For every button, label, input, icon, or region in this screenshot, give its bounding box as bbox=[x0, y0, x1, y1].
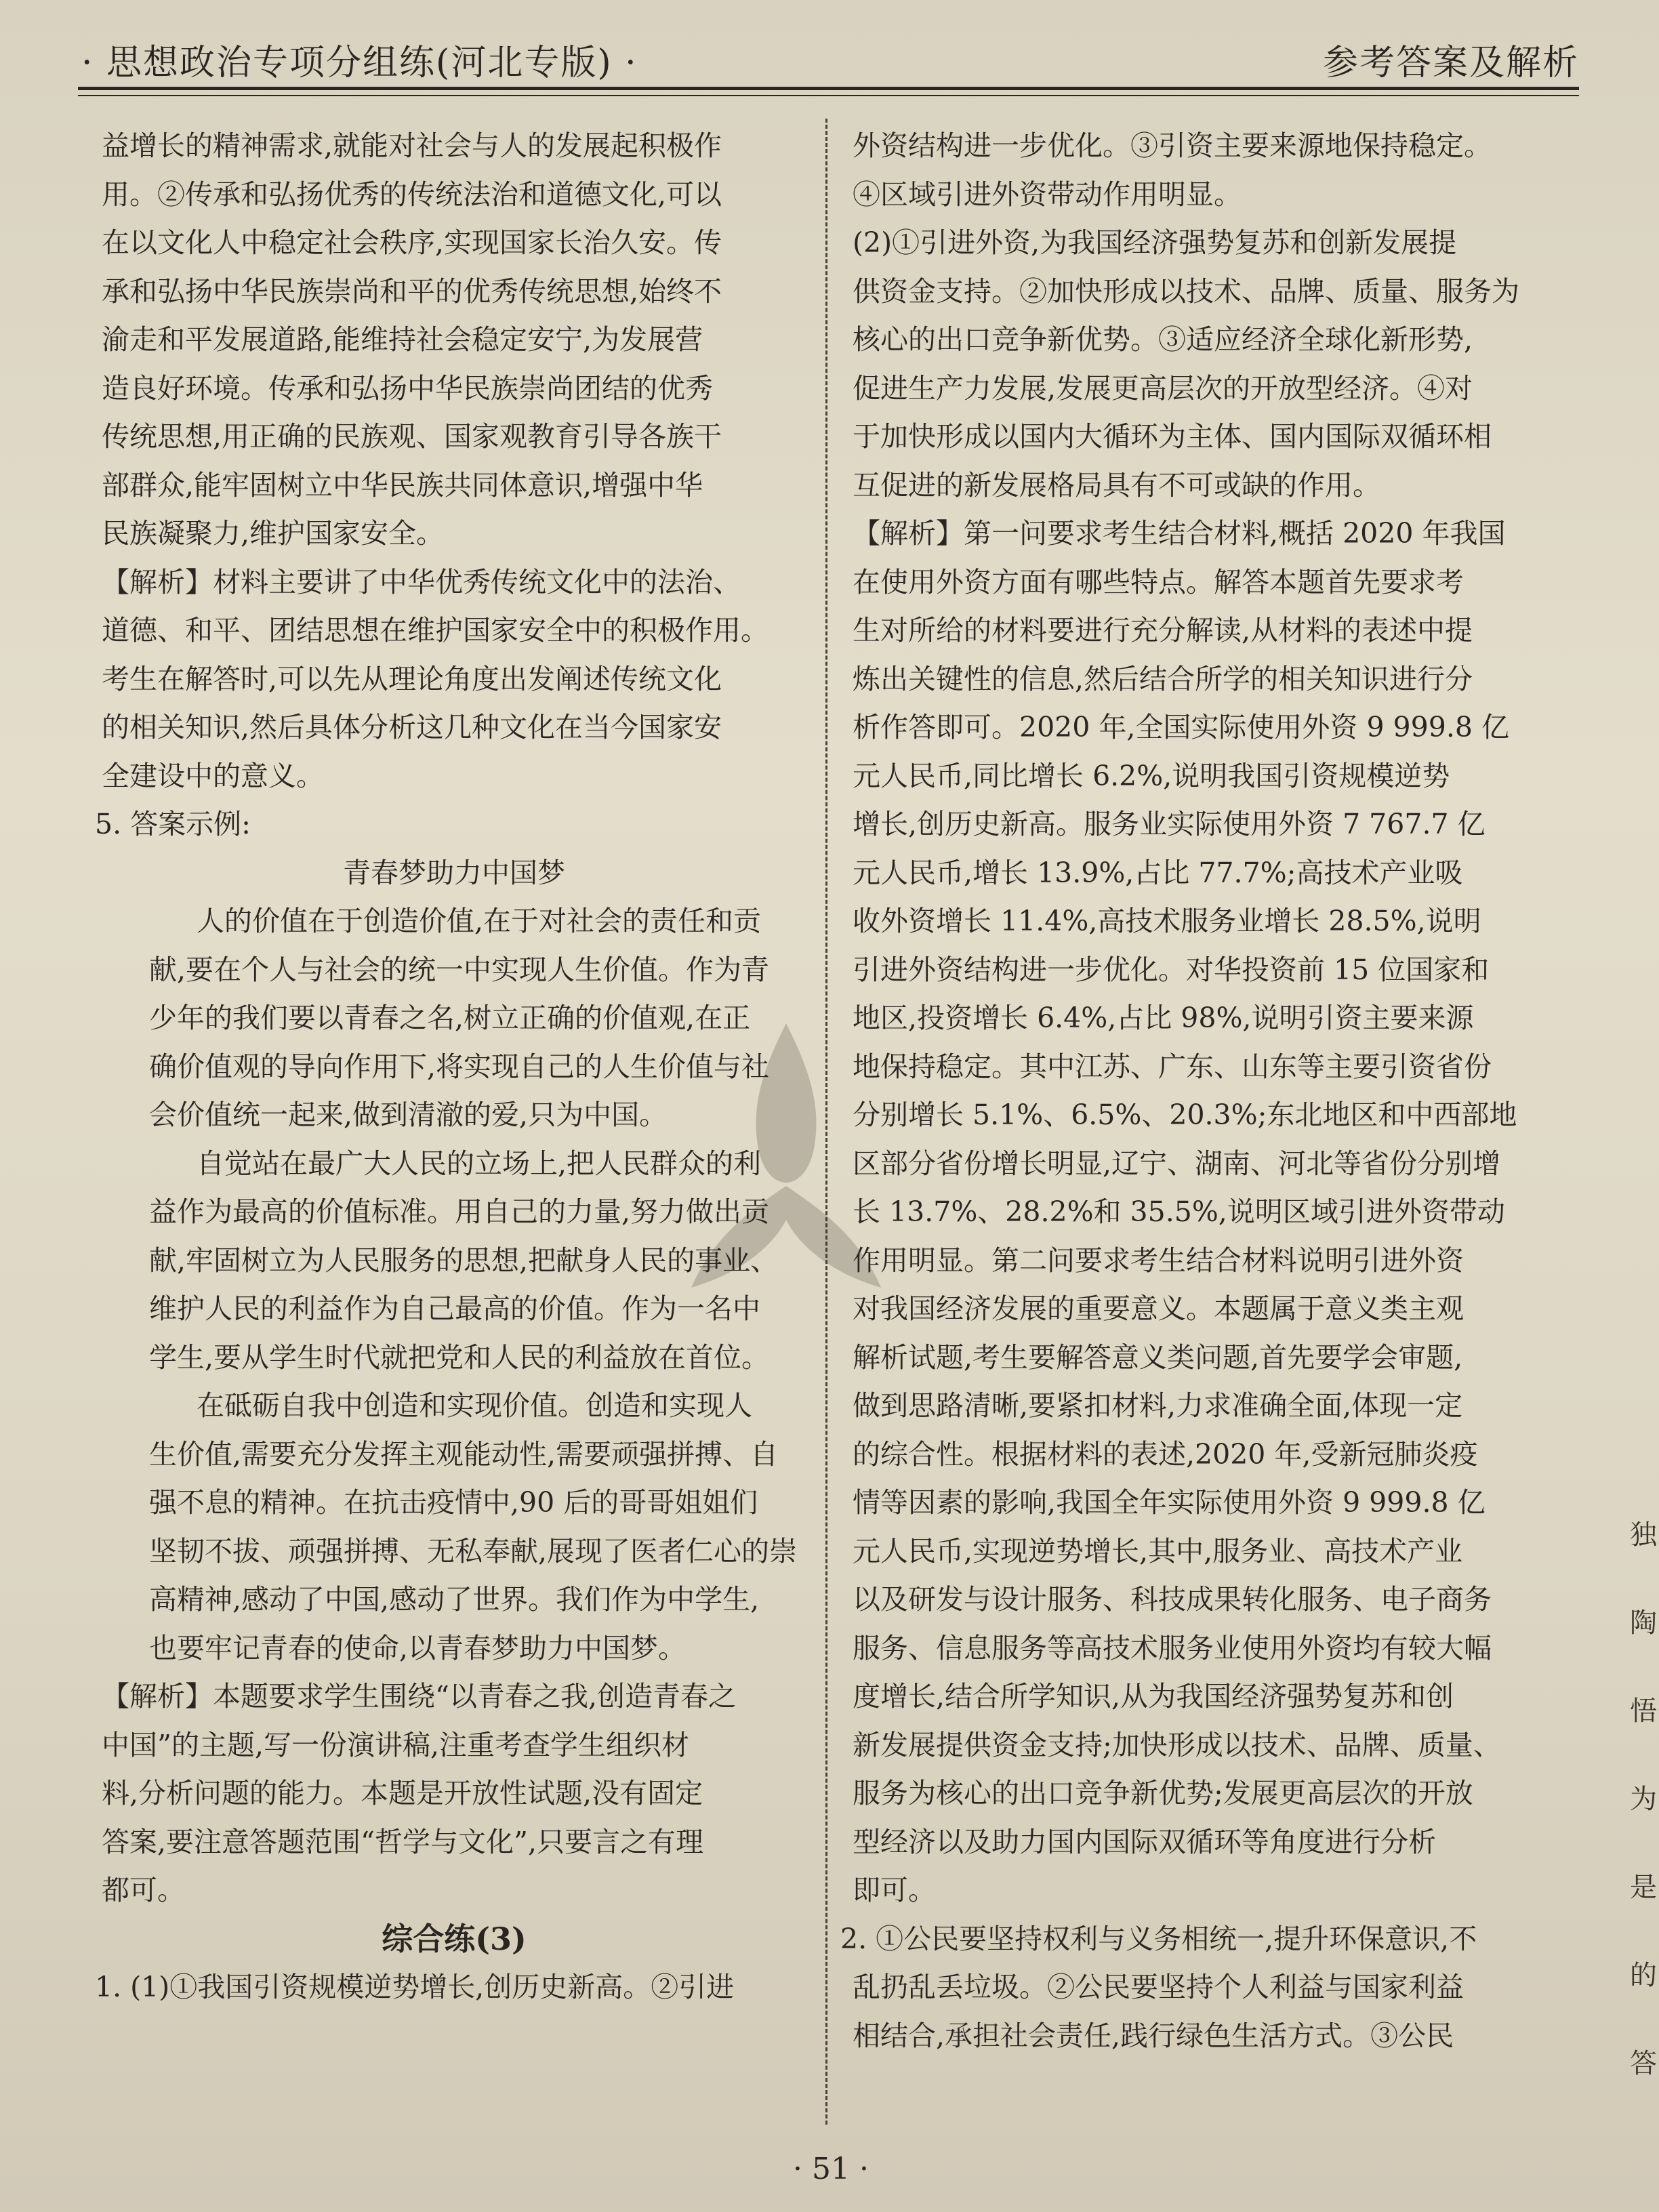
edge-char: 答 bbox=[1630, 2048, 1657, 2079]
answer-line: 互促进的新发展格局具有不可或缺的作用。 bbox=[853, 468, 1380, 501]
analysis-line: 即可。 bbox=[853, 1874, 936, 1906]
essay-line: 献,牢固树立为人民服务的思想,把献身人民的事业、 bbox=[149, 1244, 779, 1277]
text-line: 承和弘扬中华民族崇尚和平的优秀传统思想,始终不 bbox=[102, 274, 722, 308]
section-heading: 综合练(3) bbox=[382, 1920, 527, 1957]
analysis-line: 区部分省份增长明显,辽宁、湖南、河北等省份分别增 bbox=[853, 1147, 1501, 1180]
essay-line: 益作为最高的价值标准。用自己的力量,努力做出贡 bbox=[149, 1195, 770, 1228]
text-line: 造良好环境。传承和弘扬中华民族崇尚团结的优秀 bbox=[102, 371, 713, 405]
essay-line: 在砥砺自我中创造和实现价值。创造和实现人 bbox=[197, 1389, 752, 1422]
answer-line: 1. (1)①我国引资规模逆势增长,创历史新高。②引进 bbox=[95, 1971, 735, 2003]
analysis-line: 收外资增长 11.4%,高技术服务业增长 28.5%,说明 bbox=[853, 905, 1481, 937]
analysis-line: 型经济以及助力国内国际双循环等角度进行分析 bbox=[853, 1825, 1436, 1858]
analysis-line: 做到思路清晰,要紧扣材料,力求准确全面,体现一定 bbox=[853, 1389, 1463, 1422]
analysis-line: 服务、信息服务等高技术服务业使用外资均有较大幅 bbox=[853, 1631, 1492, 1664]
essay-title: 青春梦助力中国梦 bbox=[343, 856, 565, 889]
analysis-line: 对我国经济发展的重要意义。本题属于意义类主观 bbox=[853, 1292, 1464, 1325]
answer-line: 核心的出口竞争新优势。③适应经济全球化新形势, bbox=[853, 323, 1473, 356]
analysis-line: 料,分析问题的能力。本题是开放性试题,没有固定 bbox=[102, 1777, 703, 1809]
text-line: 渝走和平发展道路,能维持社会稳定安宁,为发展营 bbox=[102, 323, 703, 356]
text-line: 益增长的精神需求,就能对社会与人的发展起积极作 bbox=[102, 129, 722, 162]
answer-line: 2. ①公民要坚持权利与义务相统一,提升环保意识,不 bbox=[840, 1922, 1477, 1955]
analysis-line: 情等因素的影响,我国全年实际使用外资 9 999.8 亿 bbox=[853, 1486, 1486, 1519]
analysis-line: 【解析】第一问要求考生结合材料,概括 2020 年我国 bbox=[853, 517, 1506, 550]
edge-char: 悟 bbox=[1630, 1696, 1657, 1727]
analysis-line: 炼出关键性的信息,然后结合所学的相关知识进行分 bbox=[853, 662, 1473, 695]
analysis-line: 度增长,结合所学知识,从为我国经济强势复苏和创 bbox=[853, 1680, 1454, 1713]
analysis-line: 生对所给的材料要进行充分解读,从材料的表述中提 bbox=[853, 614, 1473, 647]
analysis-line: 服务为核心的出口竞争新优势;发展更高层次的开放 bbox=[853, 1777, 1473, 1809]
essay-line: 高精神,感动了中国,感动了世界。我们作为中学生, bbox=[149, 1583, 760, 1616]
text-line: 部群众,能牢固树立中华民族共同体意识,增强中华 bbox=[102, 468, 703, 501]
analysis-line: 析作答即可。2020 年,全国实际使用外资 9 999.8 亿 bbox=[853, 711, 1509, 743]
section-title: 参考答案及解析 bbox=[1322, 43, 1579, 83]
analysis-line: 答案,要注意答题范围“哲学与文化”,只要言之有理 bbox=[102, 1825, 703, 1858]
header-rule-thin bbox=[78, 95, 1579, 96]
page-number: · 51 · bbox=[793, 2152, 869, 2186]
analysis-line: 中国”的主题,写一份演讲稿,注重考查学生组织材 bbox=[102, 1728, 690, 1761]
analysis-line: 的综合性。根据材料的表述,2020 年,受新冠肺炎疫 bbox=[853, 1437, 1478, 1471]
analysis-line: 增长,创历史新高。服务业实际使用外资 7 767.7 亿 bbox=[853, 808, 1486, 840]
edge-char: 为 bbox=[1630, 1784, 1657, 1815]
analysis-line: 新发展提供资金支持;加快形成以技术、品牌、质量、 bbox=[853, 1728, 1501, 1761]
analysis-line: 长 13.7%、28.2%和 35.5%,说明区域引进外资带动 bbox=[853, 1195, 1505, 1228]
essay-line: 会价值统一起来,做到清澈的爱,只为中国。 bbox=[149, 1099, 668, 1131]
analysis-line: 作用明显。第二问要求考生结合材料说明引进外资 bbox=[853, 1244, 1464, 1277]
analysis-line: 元人民币,增长 13.9%,占比 77.7%;高技术产业吸 bbox=[853, 856, 1463, 889]
analysis-line: 都可。 bbox=[102, 1874, 185, 1906]
analysis-line: 全建设中的意义。 bbox=[102, 759, 324, 792]
answer-line: 乱扔乱丢垃圾。②公民要坚持个人利益与国家利益 bbox=[853, 1971, 1464, 2003]
essay-line: 坚韧不拔、顽强拼搏、无私奉献,展现了医者仁心的崇 bbox=[149, 1534, 798, 1568]
analysis-line: 解析试题,考生要解答意义类问题,首先要学会审题, bbox=[853, 1340, 1463, 1374]
analysis-line: 引进外资结构进一步优化。对华投资前 15 位国家和 bbox=[853, 953, 1490, 986]
header-rule-thick bbox=[78, 87, 1579, 90]
analysis-line: 【解析】材料主要讲了中华优秀传统文化中的法治、 bbox=[102, 565, 741, 598]
analysis-line: 元人民币,同比增长 6.2%,说明我国引资规模逆势 bbox=[853, 759, 1450, 792]
essay-line: 自觉站在最广大人民的立场上,把人民群众的利 bbox=[197, 1147, 762, 1180]
analysis-line: 道德、和平、团结思想在维护国家安全中的积极作用。 bbox=[102, 614, 769, 647]
edge-char: 独 bbox=[1630, 1519, 1657, 1551]
analysis-line: 考生在解答时,可以先从理论角度出发阐述传统文化 bbox=[102, 662, 722, 695]
essay-line: 学生,要从学生时代就把党和人民的利益放在首位。 bbox=[149, 1340, 770, 1374]
answer-line: (2)①引进外资,为我国经济强势复苏和创新发展提 bbox=[853, 226, 1457, 259]
left-column bbox=[95, 122, 806, 2012]
edge-char: 是 bbox=[1630, 1872, 1657, 1903]
edge-char: 陶 bbox=[1630, 1607, 1657, 1639]
answer-line: 供资金支持。②加快形成以技术、品牌、质量、服务为 bbox=[853, 274, 1519, 308]
essay-line: 献,要在个人与社会的统一中实现人生价值。作为青 bbox=[149, 953, 770, 986]
analysis-line: 地保持稳定。其中江苏、广东、山东等主要引资省份 bbox=[853, 1050, 1492, 1083]
essay-line: 维护人民的利益作为自己最高的价值。作为一名中 bbox=[149, 1292, 760, 1325]
answer-line: 促进生产力发展,发展更高层次的开放型经济。④对 bbox=[853, 371, 1473, 405]
essay-line: 人的价值在于创造价值,在于对社会的责任和贡 bbox=[197, 905, 762, 937]
text-line: 在以文化人中稳定社会秩序,实现国家长治久安。传 bbox=[102, 226, 722, 259]
analysis-line: 以及研发与设计服务、科技成果转化服务、电子商务 bbox=[853, 1583, 1492, 1616]
answer-line: 于加快形成以国内大循环为主体、国内国际双循环相 bbox=[853, 420, 1492, 453]
analysis-line: 在使用外资方面有哪些特点。解答本题首先要求考 bbox=[853, 565, 1464, 598]
essay-line: 生价值,需要充分发挥主观能动性,需要顽强拼搏、自 bbox=[149, 1437, 779, 1471]
right-column bbox=[840, 122, 1571, 2060]
essay-line: 少年的我们要以青春之名,树立正确的价值观,在正 bbox=[149, 1002, 751, 1034]
answer-line: 相结合,承担社会责任,践行绿色生活方式。③公民 bbox=[853, 2019, 1454, 2052]
question-number: 5. 答案示例: bbox=[95, 808, 251, 840]
answer-line: 外资结构进一步优化。③引资主要来源地保持稳定。 bbox=[853, 129, 1492, 162]
analysis-line: 的相关知识,然后具体分析这几种文化在当今国家安 bbox=[102, 711, 722, 743]
essay-line: 确价值观的导向作用下,将实现自己的人生价值与社 bbox=[149, 1050, 770, 1083]
analysis-line: 地区,投资增长 6.4%,占比 98%,说明引资主要来源 bbox=[853, 1002, 1474, 1034]
page-header bbox=[81, 20, 1579, 95]
analysis-line: 【解析】本题要求学生围绕“以青春之我,创造青春之 bbox=[102, 1680, 736, 1713]
edge-char: 的 bbox=[1630, 1960, 1657, 1991]
analysis-line: 分别增长 5.1%、6.5%、20.3%;东北地区和中西部地 bbox=[853, 1099, 1517, 1131]
analysis-line: 元人民币,实现逆势增长,其中,服务业、高技术产业 bbox=[853, 1534, 1463, 1568]
book-title: · 思想政治专项分组练(河北专版) · bbox=[81, 43, 638, 83]
text-line: 传统思想,用正确的民族观、国家观教育引导各族干 bbox=[102, 420, 722, 453]
adjacent-page-fragments bbox=[1630, 1491, 1657, 2108]
essay-line: 也要牢记青春的使命,以青春梦助力中国梦。 bbox=[149, 1631, 687, 1664]
text-line: 用。②传承和弘扬优秀的传统法治和道德文化,可以 bbox=[102, 178, 722, 211]
answer-line: ④区域引进外资带动作用明显。 bbox=[853, 178, 1242, 211]
text-line: 民族凝聚力,维护国家安全。 bbox=[102, 517, 445, 550]
essay-line: 强不息的精神。在抗击疫情中,90 后的哥哥姐姐们 bbox=[149, 1486, 758, 1519]
